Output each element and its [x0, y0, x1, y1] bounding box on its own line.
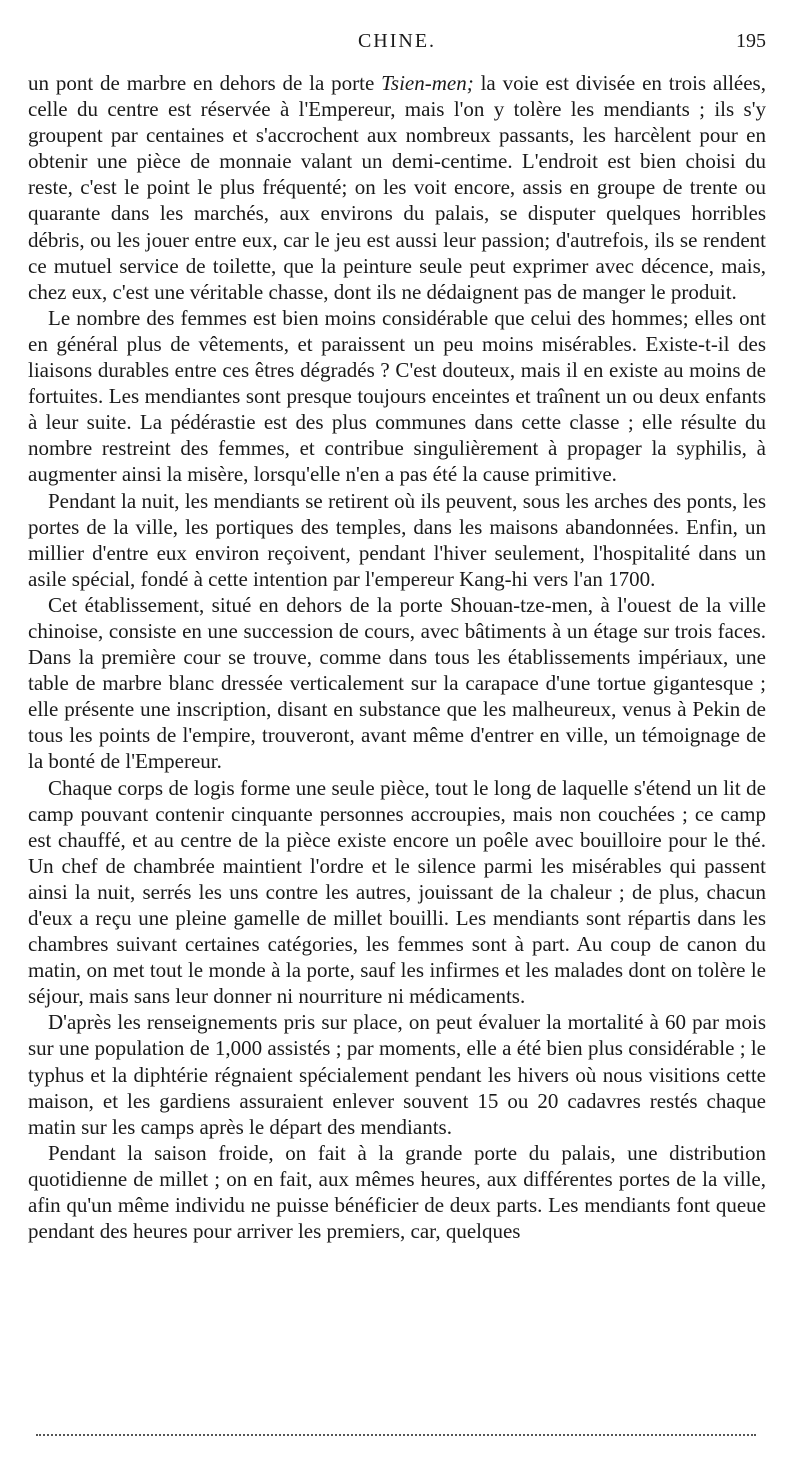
paragraph-2: Le nombre des femmes est bien moins considérable que celui des hommes; elles ont en général plus de vêtements, et paraissent un peu moins misérables. Existe-t-il des liaisons durables entre ces êtres dégradés ? C'est douteux, mais il en existe au moins de fortuites. Les mendiantes sont presque toujours enceintes et traînent un ou deux enfants à leur suite. La pédérastie est des plus communes dans cette classe ; elle résulte du nombre restreint des femmes, et contribue singulièrement à propager la syphilis, à augmenter ainsi la misère, lorsqu'elle n'en a pas été la cause primitive. [28, 305, 766, 487]
paragraph-1 [28, 70, 766, 305]
paragraph-1-after: la voie est divisée en trois allées, celle du centre est réservée à l'Empereur, mais l'on y tolère les mendiants ; ils s'y groupent par centaines et s'accrochent aux nombreux passants, les harcèlent pour en obtenir une pièce de monnaie valant un demi-centime. L'endroit est bien choisi du reste, c'est le point le plus fréquenté; on les voit encore, assis en groupe de trente ou quarante dans les marchés, aux environs du palais, se disputer quelques horribles débris, ou les jouer entre eux, car le jeu est aussi leur passion; d'autrefois, ils se rendent ce mutuel service de toilette, que la peinture seule peut exprimer avec décence, mais, chez eux, c'est une véritable chasse, dont ils ne dédaignent pas de manger le produit. [28, 71, 766, 304]
paragraph-6: D'après les renseignements pris sur place, on peut évaluer la mortalité à 60 par mois sur une population de 1,000 assistés ; par moments, elle a été bien plus considérable ; le typhus et la diphtérie régnaient spécialement pendant les hivers où nous visitions cette maison, et les gardiens assuraient enlever souvent 15 ou 20 cadavres restés chaque matin sur les camps après le départ des mendiants. [28, 1010, 766, 1139]
running-head [28, 26, 766, 54]
running-title: CHINE. [357, 30, 437, 52]
body-text [28, 70, 766, 1244]
paragraph-4: Cet établissement, situé en dehors de la porte Shouan-tze-men, à l'ouest de la ville chinoise, consiste en une succession de cours, avec bâtiments à un étage sur trois faces. Dans la première cour se trouve, comme dans tous les établissements impériaux, une table de marbre blanc dressée verticalement sur la carapace d'une tortue gigantesque ; elle présente une inscription, disant en substance que les malheureux, venus à Pekin de tous les points de l'empire, trouveront, avant même d'entrer en ville, un témoignage de la bonté de l'Empereur. [28, 592, 766, 774]
paragraph-1-italic: Tsien-men; [381, 71, 474, 95]
document-page [28, 26, 766, 1244]
footer-rule [36, 1434, 756, 1436]
paragraph-5: Chaque corps de logis forme une seule pièce, tout le long de laquelle s'étend un lit de camp pouvant contenir cinquante personnes accroupies, mais non couchées ; ce camp est chauffé, et au centre de la pièce existe encore un poêle avec bouilloire pour le thé. Un chef de chambrée maintient l'ordre et le silence parmi les misérables qui passent ainsi la nuit, serrés les uns contre les autres, jouissant de la chaleur ; de plus, chacun d'eux a reçu une pleine gamelle de millet bouilli. Les mendiants sont répartis dans les chambres suivant certaines catégories, les femmes sont à part. Au coup de canon du matin, on met tout le monde à la porte, sauf les infirmes et les malades dont on tolère le séjour, mais sans leur donner ni nourriture ni médicaments. [28, 775, 766, 1009]
paragraph-7: Pendant la saison froide, on fait à la grande porte du palais, une distribution quotidienne de millet ; on en fait, aux mêmes heures, aux différentes portes de la ville, afin qu'un même individu ne puisse bénéficier de deux parts. Les mendiants font queue pendant des heures pour arriver les premiers, car, quelques [28, 1140, 766, 1244]
paragraph-3: Pendant la nuit, les mendiants se retirent où ils peuvent, sous les arches des ponts, les portes de la ville, les portiques des temples, dans les maisons abandonnées. Enfin, un millier d'entre eux environ reçoivent, pendant l'hiver seulement, l'hospitalité dans un asile spécial, fondé à cette intention par l'empereur Kang-hi vers l'an 1700. [28, 488, 766, 591]
paragraph-1-before: un pont de marbre en dehors de la porte [28, 71, 382, 95]
page-number: 195 [736, 30, 766, 52]
